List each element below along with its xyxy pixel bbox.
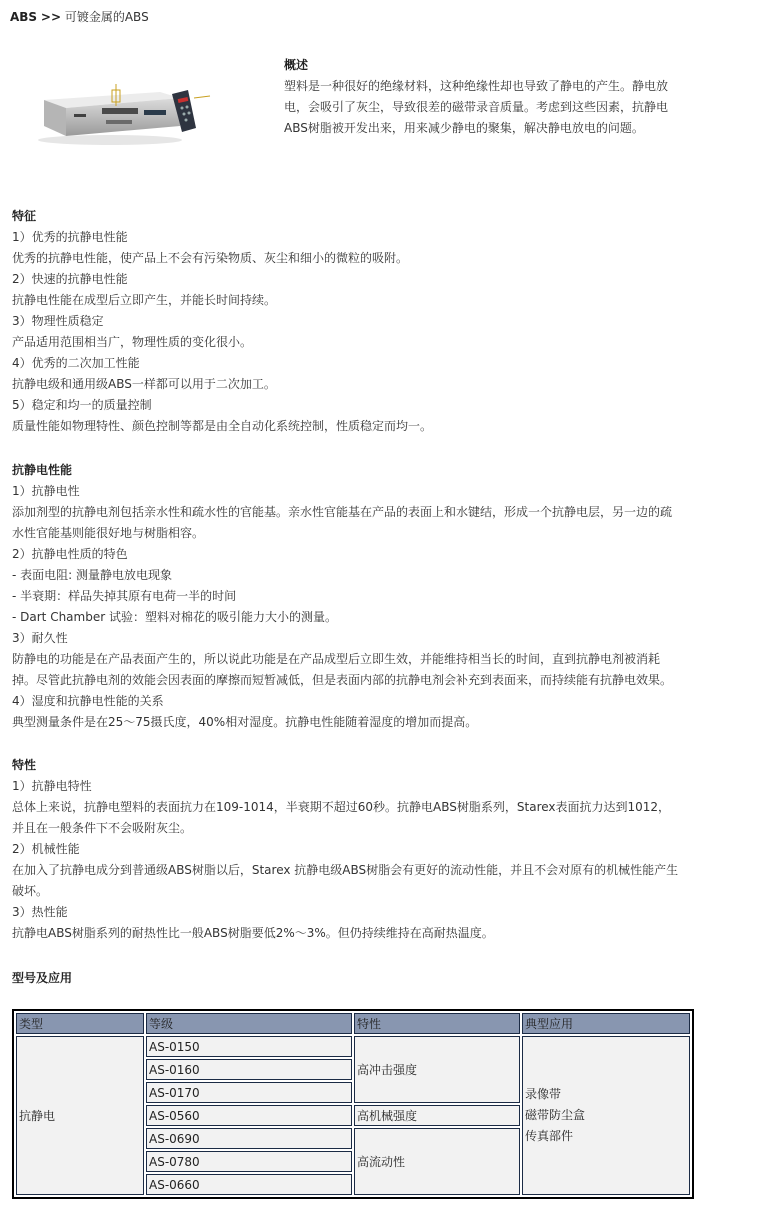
grade-cell: AS-0660 xyxy=(146,1174,352,1195)
antistatic-line: - 表面电阻: 测量静电放电现象 xyxy=(12,568,173,582)
properties-line: 3）热性能 xyxy=(12,905,68,919)
features-line: 4）优秀的二次加工性能 xyxy=(12,356,140,370)
features-line: 2）快速的抗静电性能 xyxy=(12,272,128,286)
application-item: 传真部件 xyxy=(525,1129,574,1143)
antistatic-section xyxy=(12,460,680,733)
application-item: 磁带防尘盒 xyxy=(525,1108,586,1122)
antistatic-line: 1）抗静电性 xyxy=(12,484,80,498)
grade-cell: AS-0780 xyxy=(146,1151,352,1172)
header-grade: 等级 xyxy=(146,1013,352,1034)
table-row xyxy=(16,1036,690,1057)
antistatic-line: - 半衰期：样品失掉其原有电荷一半的时间 xyxy=(12,589,237,603)
overview-heading: 概述 xyxy=(284,58,309,72)
features-line: 3）物理性质稳定 xyxy=(12,314,104,328)
properties-paragraph: 在加入了抗静电成分到普通级ABS树脂以后，Starex 抗静电级ABS树脂会有更好的流动性能，并且不会对原有的机械性能产生破坏。 xyxy=(12,863,679,898)
antistatic-paragraph: 防静电的功能是在产品表面产生的，所以说此功能是在产品成型后立即生效，并能维持相当长的时间，直到抗静电剂被消耗掉。尽管此抗静电剂的效能会因表面的摩擦而短暂减低，但是表面内部的抗静电剂会补充到表面来，而持续能有抗静电效果。 xyxy=(12,652,673,687)
header-application: 典型应用 xyxy=(522,1013,690,1034)
property-cell: 高冲击强度 xyxy=(354,1036,520,1103)
features-line: 优秀的抗静电性能，使产品上不会有污染物质、灰尘和细小的微粒的吸附。 xyxy=(12,251,409,265)
header-type: 类型 xyxy=(16,1013,144,1034)
application-item: 录像带 xyxy=(525,1087,562,1101)
property-cell: 高流动性 xyxy=(354,1128,520,1195)
breadcrumb xyxy=(10,9,149,25)
property-cell: 高机械强度 xyxy=(354,1105,520,1126)
application-cell xyxy=(522,1036,690,1195)
properties-line: 抗静电ABS树脂系列的耐热性比一般ABS树脂要低2%～3%。但仍持续维持在高耐热温度。 xyxy=(12,926,494,940)
antistatic-heading: 抗静电性能 xyxy=(12,463,73,477)
type-cell: 抗静电 xyxy=(16,1036,144,1195)
features-line: 抗静电性能在成型后立即产生，并能长时间持续。 xyxy=(12,293,277,307)
breadcrumb-current: 可镀金属的ABS xyxy=(64,10,149,24)
header-property: 特性 xyxy=(354,1013,520,1034)
table-header-row xyxy=(16,1013,690,1034)
antistatic-line: 典型测量条件是在25～75摄氏度，40%相对湿度。抗静电性能随着湿度的增加而提高。 xyxy=(12,715,478,729)
antistatic-line: 2）抗静电性质的特色 xyxy=(12,547,128,561)
overview-text: 塑料是一种很好的绝缘材料，这种绝缘性却也导致了静电的产生。静电放电，会吸引了灰尘，导致很差的磁带录音质量。考虑到这些因素，抗静电ABS树脂被开发出来，用来减少静电的聚集，解决静电放电的问题。 xyxy=(284,79,669,135)
properties-paragraph: 总体上来说，抗静电塑料的表面抗力在109-1014，半衰期不超过60秒。抗静电ABS树脂系列，Starex表面抗力达到1012，并且在一般条件下不会吸附灰尘。 xyxy=(12,800,671,835)
features-line: 抗静电级和通用级ABS一样都可以用于二次加工。 xyxy=(12,377,276,391)
grade-cell: AS-0150 xyxy=(146,1036,352,1057)
antistatic-paragraph: 添加剂型的抗静电剂包括亲水性和疏水性的官能基。亲水性官能基在产品的表面上和水键结，形成一个抗静电层，另一边的疏水性官能基则能很好地与树脂相容。 xyxy=(12,505,673,540)
features-line: 5）稳定和均一的质量控制 xyxy=(12,398,152,412)
grade-cell: AS-0560 xyxy=(146,1105,352,1126)
grade-cell: AS-0170 xyxy=(146,1082,352,1103)
models-table xyxy=(12,1009,694,1199)
antistatic-line: 3）耐久性 xyxy=(12,631,68,645)
properties-line: 1）抗静电特性 xyxy=(12,779,92,793)
grade-cell: AS-0690 xyxy=(146,1128,352,1149)
features-section xyxy=(12,206,680,437)
antistatic-line: 4）湿度和抗静电性能的关系 xyxy=(12,694,164,708)
grade-cell: AS-0160 xyxy=(146,1059,352,1080)
properties-section xyxy=(12,755,680,944)
vcr-remote-illustration xyxy=(32,78,232,153)
breadcrumb-separator: >> xyxy=(40,10,62,24)
features-line: 1）优秀的抗静电性能 xyxy=(12,230,128,244)
features-line: 质量性能如物理特性、颜色控制等都是由全自动化系统控制，性质稳定而均一。 xyxy=(12,419,433,433)
features-heading: 特征 xyxy=(12,209,37,223)
features-line: 产品适用范围相当广，物理性质的变化很小。 xyxy=(12,335,253,349)
models-heading: 型号及应用 xyxy=(12,971,73,985)
properties-line: 2）机械性能 xyxy=(12,842,80,856)
properties-heading: 特性 xyxy=(12,758,37,772)
antistatic-line: - Dart Chamber 试验：塑料对棉花的吸引能力大小的测量。 xyxy=(12,610,337,624)
breadcrumb-root[interactable]: ABS xyxy=(10,10,38,24)
